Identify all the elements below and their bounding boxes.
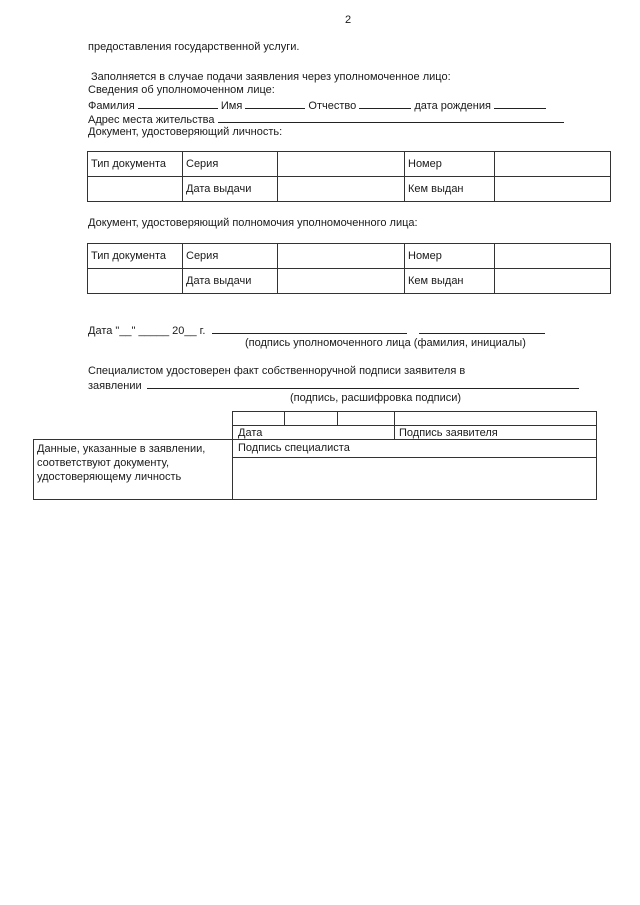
representative-name-row [88,98,546,113]
number-value-field[interactable] [495,244,611,269]
id-doc-heading: Документ, удостоверяющий личность: [88,126,283,138]
representative-heading: Заполняется в случае подачи заявления через уполномоченное лицо: [91,71,451,83]
specialist-signature-area[interactable] [233,458,596,499]
specialist-signature-field[interactable] [147,378,579,389]
specialist-signature-caption: (подпись, расшифровка подписи) [290,392,462,404]
birthdate-label: дата рождения [414,100,491,112]
specialist-line-2 [88,378,579,393]
surname-field[interactable] [138,98,218,109]
issued-by-value-field[interactable] [495,177,611,202]
name-field[interactable] [245,98,305,109]
id-doc-table [87,151,611,202]
applicant-signature-field[interactable] [394,411,597,426]
applicant-signature-label: Подпись заявителя [399,427,498,439]
issued-by-cell: Кем выдан [405,177,495,202]
name-label: Имя [220,100,243,112]
specialist-signature-header [233,440,596,458]
page-number: 2 [345,14,352,26]
series-value-field[interactable] [278,244,405,269]
applicant-signature-cell [394,425,597,440]
authority-doc-table [87,243,611,294]
bottom-date-cell [232,425,395,440]
doc-type-cell: Тип документа [88,152,183,177]
representative-initials-field[interactable] [419,323,545,334]
specialist-signature-label: Подпись специалиста [238,442,350,454]
date-cell-day[interactable] [232,411,285,426]
bottom-left-text: Данные, указанные в заявлении, соответствуют документу, удостоверяющему личность [37,443,206,483]
issue-date-cell: Дата выдачи [183,269,278,294]
address-row [88,112,564,127]
address-field[interactable] [218,112,564,123]
date-label: Дата "__" _____ 20__ г. [88,325,206,337]
birthdate-field[interactable] [494,98,546,109]
date-cell-month[interactable] [284,411,338,426]
series-cell: Серия [183,244,278,269]
issued-by-cell: Кем выдан [405,269,495,294]
date-row [88,323,545,338]
series-cell: Серия [183,152,278,177]
series-value-field[interactable] [278,152,405,177]
representative-signature-caption: (подпись уполномоченного лица (фамилия, инициалы) [245,337,526,349]
issue-date-cell: Дата выдачи [183,177,278,202]
date-cell-year[interactable] [337,411,395,426]
number-cell: Номер [405,244,495,269]
patronymic-label: Отчество [308,100,357,112]
specialist-signature-cell [232,439,597,500]
doc-type-cell: Тип документа [88,244,183,269]
number-cell: Номер [405,152,495,177]
doc-type-value-field[interactable] [88,269,183,294]
number-value-field[interactable] [495,152,611,177]
issued-by-value-field[interactable] [495,269,611,294]
issue-date-value-field[interactable] [278,269,405,294]
doc-type-value-field[interactable] [88,177,183,202]
bottom-date-label: Дата [238,427,263,439]
bottom-left-cell [33,439,233,500]
representative-info-heading: Сведения об уполномоченном лице: [88,84,275,96]
representative-signature-field[interactable] [212,323,407,334]
specialist-line-1: Специалистом удостоверен факт собственноручной подписи заявителя в [88,365,466,377]
authority-doc-heading: Документ, удостоверяющий полномочия уполномоченного лица: [88,217,418,229]
surname-label: Фамилия [88,100,135,112]
intro-continuation: предоставления государственной услуги. [88,41,300,53]
issue-date-value-field[interactable] [278,177,405,202]
specialist-line-2-label: заявлении [88,380,142,392]
patronymic-field[interactable] [359,98,411,109]
address-label: Адрес места жительства [88,114,215,126]
